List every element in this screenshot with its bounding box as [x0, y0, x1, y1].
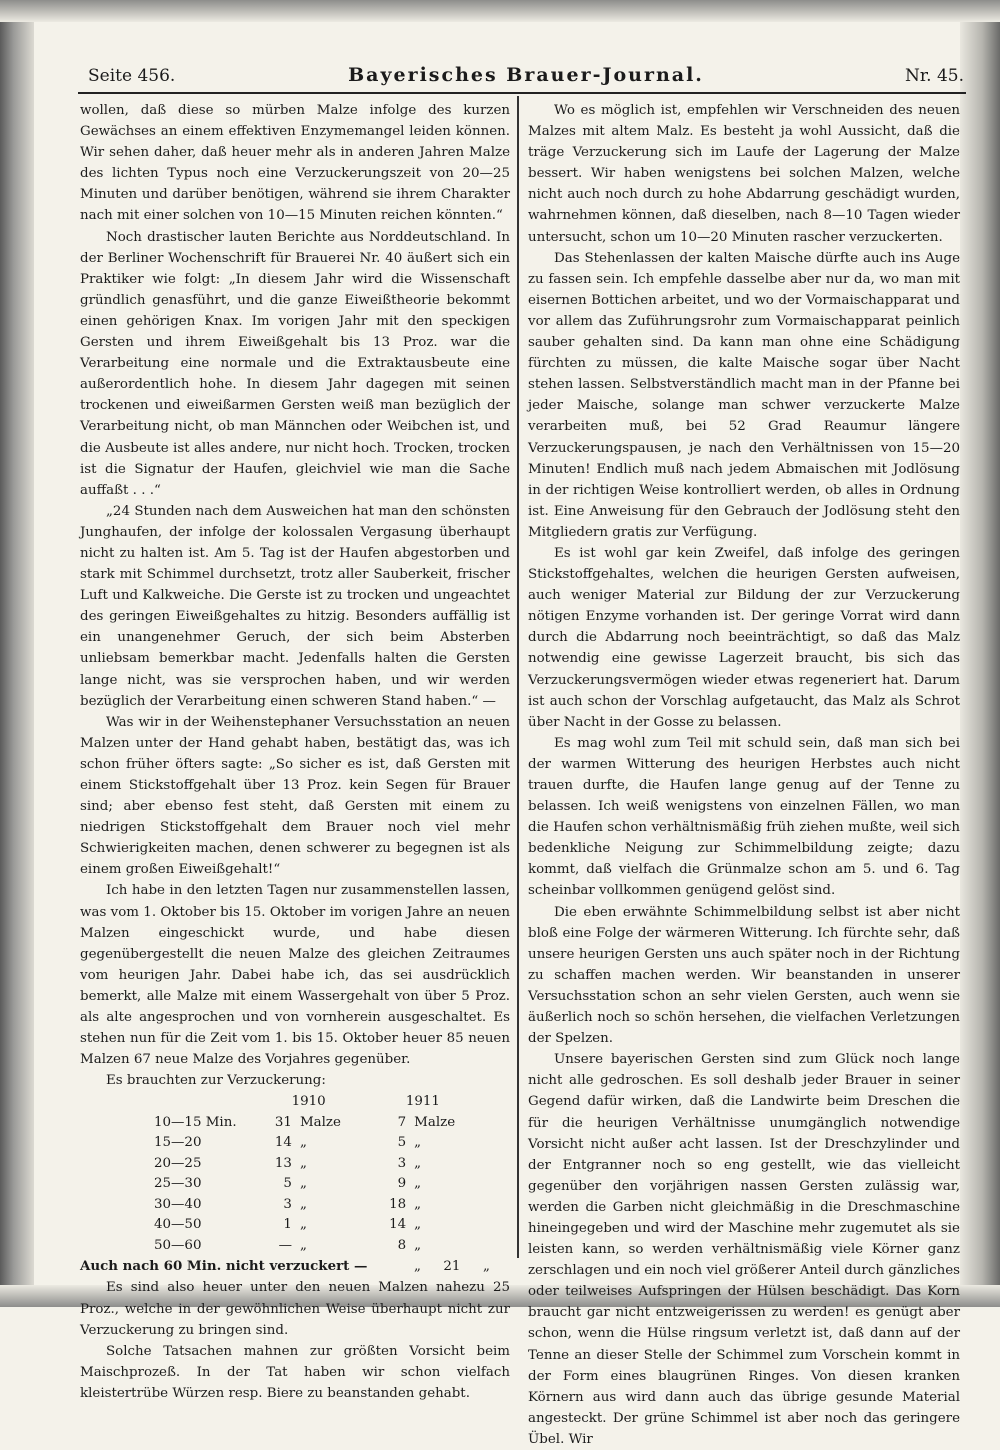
issue-number: Nr. 45.: [905, 66, 964, 86]
left-column: [80, 100, 510, 1404]
row-label: 50—60: [154, 1237, 202, 1253]
unit-1910: „: [299, 1217, 307, 1233]
unit-1911: „: [414, 1176, 422, 1192]
paragraph: Die eben erwähnte Schimmelbildung selbst ist aber nicht bloß eine Folge der wärmeren Witterung. Ich fürchte sehr, daß unsere heurigen Gersten uns auch später noch in der Richtung zu schaffen machen werden. Wir beanstanden in unserer Versuchsstation schon an sehr vielen Gersten, auch wenn sie äußerlich noch so schön hersehen, die vielfachen Verletzungen der Spelzen.: [528, 904, 960, 1047]
value-1910: 13: [274, 1155, 292, 1171]
value-1910: 31: [274, 1114, 292, 1130]
unit-1910: „: [299, 1196, 307, 1212]
value-1910: —: [278, 1237, 292, 1253]
table-row: [150, 1236, 480, 1257]
last-row-unit-1910: „: [413, 1259, 421, 1275]
paragraph: Solche Tatsachen mahnen zur größten Vorsicht beim Maischprozeß. In der Tat haben wir schon vielfach kleistertrübe Würzen resp. Biere zu beanstanden gehabt.: [80, 1343, 510, 1401]
table-col-1911: 1911: [405, 1094, 440, 1110]
value-1911: 7: [397, 1114, 407, 1130]
row-label: 15—20: [154, 1135, 202, 1151]
table-row: [150, 1215, 480, 1236]
scan-edge-top: [0, 0, 1000, 22]
unit-1911: „: [414, 1237, 422, 1253]
paragraph: Ich habe in den letzten Tagen nur zusammenstellen lassen, was vom 1. Oktober bis 15. Oktober im vorigen Jahre an neuen Malzen eingeschickt wurde, und habe diesen gegenübergestellt die neuen Malze des gleichen Zeitraumes vom heurigen Jahr. Dabei habe ich, das sei ausdrücklich bemerkt, alle Malze mit einem Wassergehalt von über 5 Proz. als alte angesprochen und von vornherein ausgeschaltet. Es stehen nun für die Zeit vom 1. bis 15. Oktober heuer 85 neuen Malzen 67 neue Malze des Vorjahres gegenüber.: [80, 883, 510, 1068]
last-row-label: Auch nach 60 Min. nicht verzuckert —: [80, 1258, 368, 1275]
table-header-row: [150, 1092, 480, 1113]
paragraph: Unsere bayerischen Gersten sind zum Glück noch lange nicht alle gedroschen. Es soll deshalb jeder Brauer in seiner Gegend dafür wirken, daß die Landwirte beim Dreschen die für die heurigen Verhältnisse unumgänglich notwendige Vorsicht nicht außer acht lassen. Ist der Dreschzylinder und der Entgranner noch so eng gestellt, wie das vielleicht gegenüber den vorjährigen nassen Gersten zulässig war, werden die Garben nicht gleichmäßig in die Dreschmaschine hineingegeben und wird der Maschine mehr zugemutet als sie leisten kann, so werden verhältnismäßig viele Körner ganz zerschlagen und ein noch viel größerer Anteil durch gänzliches oder teilweises Aufspringen der Hülsen beschädigt. Das Korn braucht gar nicht entzweigerissen zu werden! es genügt aber schon, wenn die Hülse ringsum verletzt ist, daß dann auf der Tenne an dieser Stelle der Schimmel zum Vorschein kommt in der Form eines blaugrünen Ringes. Von diesen kranken Körnern aus wird dann auch das übrige gesunde Material angesteckt. Der grüne Schimmel ist aber noch das geringere Übel. Wir: [528, 1052, 960, 1447]
paragraph: „24 Stunden nach dem Ausweichen hat man den schönsten Junghaufen, der infolge der kolossalen Vergasung überhaupt nicht zu halten ist. Am 5. Tag ist der Haufen abgestorben und stark mit Schimmel durchsetzt, trotz aller Sauberkeit, frischer Luft und Kalkweiche. Die Gerste ist zu trocken und ungeachtet des geringen Eiweißgehaltes zu hitzig. Besonders auffällig ist ein unangenehmer Geruch, der sich beim Absterben unliebsam bemerkbar macht. Jedenfalls halten die Gersten lange nicht, was sie versprochen haben, und wir werden bezüglich der Verarbeitung einen schweren Stand haben.“ —: [80, 503, 510, 709]
right-column: [528, 100, 960, 1450]
header-rule: [78, 92, 966, 94]
page-header: [88, 62, 964, 90]
value-1911: 18: [389, 1196, 407, 1212]
value-1911: 9: [397, 1176, 407, 1192]
table-row: [150, 1133, 480, 1154]
paragraph: Noch drastischer lauten Berichte aus Norddeutschland. In der Berliner Wochenschrift für Brauerei Nr. 40 äußert sich ein Praktiker wie folgt: „In diesem Jahr wird die Wissenschaft gründlich genasführt, und die ganze Eiweißtheorie bekommt einen gehörigen Knax. Im vorigen Jahr mit den speckigen Gersten und ihrem Eiweißgehalt bis 13 Proz. war die Verarbeitung eine normale und die Extraktausbeute eine außerordentlich hohe. In diesem Jahr dagegen mit seinen trockenen und eiweißarmen Gersten weiß man bezüglich der Verarbeitung nicht, ob man Männchen oder Weibchen ist, und die Ausbeute ist alles andere, nur nicht hoch. Trocken, trocken ist die Signatur der Haufen, gleichviel wie man die Sache auffaßt . . .“: [80, 229, 510, 498]
row-label: 30—40: [154, 1196, 202, 1212]
unit-1910: „: [299, 1237, 307, 1253]
paragraph: Es mag wohl zum Teil mit schuld sein, daß man sich bei der warmen Witterung des heurigen Herbstes auch nicht trauen durfte, die Haufen lange genug auf der Tenne zu belassen. Ich weiß wenigstens von einzelnen Fällen, wo man die Haufen schon verhältnismäßig früh ziehen mußte, weil sich bedenkliche Neigung zur Schimmelbildung zeigte; dazu kommt, daß vielfach die Grünmalze schon am 5. und 6. Tag scheinbar vollkommen genügend gelöst sind.: [528, 735, 960, 899]
paragraph: wollen, daß diese so mürben Malze infolge des kurzen Gewächses an einem effektiven Enzymemangel leiden können. Wir sehen daher, daß heuer mehr als in anderen Jahren Malze des lichten Typus noch eine Verzuckerungszeit von 20—25 Minuten und darüber benötigen, während sie ihrem Charakter nach mit einer solchen von 10—15 Minuten reichen könnten.“: [80, 103, 510, 224]
paragraph: Wo es möglich ist, empfehlen wir Verschneiden des neuen Malzes mit altem Malz. Es besteht ja wohl Aussicht, daß die träge Verzuckerung sich im Laufe der Lagerung der Malze bessert. Wir haben wenigstens bei solchen Malzen, welche nicht auch noch durch zu hohe Abdarrung geschädigt wurden, wahrnehmen können, daß dieselben, nach 8—10 Tagen wieder untersucht, schon um 10—20 Minuten rascher verzuckerten.: [528, 103, 960, 245]
unit-1910: „: [299, 1135, 307, 1151]
column-divider: [517, 96, 519, 1258]
row-label: 10—15 Min.: [154, 1114, 237, 1130]
last-row-value-1911: 21: [443, 1259, 461, 1275]
unit-1911: „: [414, 1196, 422, 1212]
last-row-unit-1911: „: [482, 1259, 490, 1275]
paragraph: Das Stehenlassen der kalten Maische dürfte auch ins Auge zu fassen sein. Ich empfehle dasselbe aber nur da, wo man mit eisernen Bottichen arbeitet, und wo der Vormaischapparat und vor allem das Zuführungsrohr zum Vormaischapparat peinlich sauber gehalten sind. Da kann man ohne eine Schädigung fürchten zu müssen, die kalte Maische sogar über Nacht stehen lassen. Selbstverständlich macht man in der Pfanne bei jeder Maische, solange man schwer verzuckerte Malze verarbeiten muß, bei 52 Grad Reaumur längere Verzuckerungspausen, je nach den Verhältnissen von 15—20 Minuten! Endlich muß nach jedem Abmaischen mit Jodlösung in der richtigen Weise kontrolliert werden, ob alles in Ordnung ist. Eine Anweisung für den Gebrauch der Jodlösung steht den Mitgliedern gratis zur Verfügung.: [528, 250, 960, 540]
value-1910: 3: [283, 1196, 292, 1212]
value-1910: 14: [274, 1135, 292, 1151]
row-label: 25—30: [154, 1176, 202, 1192]
paragraph: Es sind also heuer unter den neuen Malzen nahezu 25 Proz., welche in der gewöhnlichen Weise überhaupt nicht zur Verzuckerung zu bringen sind.: [80, 1280, 510, 1338]
value-1911: 8: [397, 1237, 407, 1253]
table-row: [150, 1174, 480, 1195]
unit-1911: „: [414, 1155, 422, 1171]
unit-1910: „: [299, 1155, 307, 1171]
value-1911: 14: [389, 1217, 407, 1233]
scan-edge-right: [960, 0, 1000, 1307]
scan-edge-left: [0, 0, 34, 1307]
table-row: [150, 1195, 480, 1216]
unit-1911: „: [414, 1135, 422, 1151]
row-label: 20—25: [154, 1155, 202, 1171]
unit-1910: Malze: [299, 1114, 341, 1130]
table-last-row: [80, 1256, 510, 1277]
unit-1910: „: [299, 1176, 307, 1192]
page-number: Seite 456.: [88, 66, 176, 86]
unit-1911: „: [414, 1217, 422, 1233]
table-row: [150, 1113, 480, 1134]
unit-1911: Malze: [414, 1114, 456, 1130]
table-row: [150, 1154, 480, 1175]
paragraph: Was wir in der Weihenstephaner Versuchsstation an neuen Malzen unter der Hand gehabt haben, bestätigt das, was ich schon früher öfters sagte: „So sicher es ist, daß Gersten mit einem Stickstoffgehalt über 13 Proz. kein Segen für Brauer sind; aber ebenso fest steht, daß Gersten mit einem zu niedrigen Stickstoffgehalt dem Brauer noch viel mehr Schwierigkeiten machen, denen schwerer zu begegnen ist als einem großen Eiweißgehalt!“: [80, 714, 510, 878]
saccharification-table: [150, 1092, 480, 1256]
journal-title: Bayerisches Brauer-Journal.: [348, 64, 704, 86]
value-1911: 3: [397, 1155, 407, 1171]
value-1911: 5: [397, 1135, 407, 1151]
row-label: 40—50: [154, 1217, 202, 1233]
paragraph: Es brauchten zur Verzuckerung:: [106, 1073, 326, 1089]
value-1910: 1: [283, 1217, 292, 1233]
paragraph: Es ist wohl gar kein Zweifel, daß infolge des geringen Stickstoffgehaltes, welchen die heurigen Gersten aufweisen, auch weniger Material zur Bildung der zur Verzuckerung nötigen Enzyme vorhanden ist. Der geringe Vorrat wird dann durch die Abdarrung noch beeinträchtigt, so daß das Malz notwendig eine gewisse Lagerzeit braucht, bis sich das Verzuckerungsvermögen wieder etwas regeneriert hat. Darum ist auch schon der Vorschlag aufgetaucht, das Malz als Schrot über Nacht in der Gosse zu belassen.: [528, 545, 960, 730]
value-1910: 5: [283, 1176, 292, 1192]
table-col-1910: 1910: [291, 1094, 326, 1110]
